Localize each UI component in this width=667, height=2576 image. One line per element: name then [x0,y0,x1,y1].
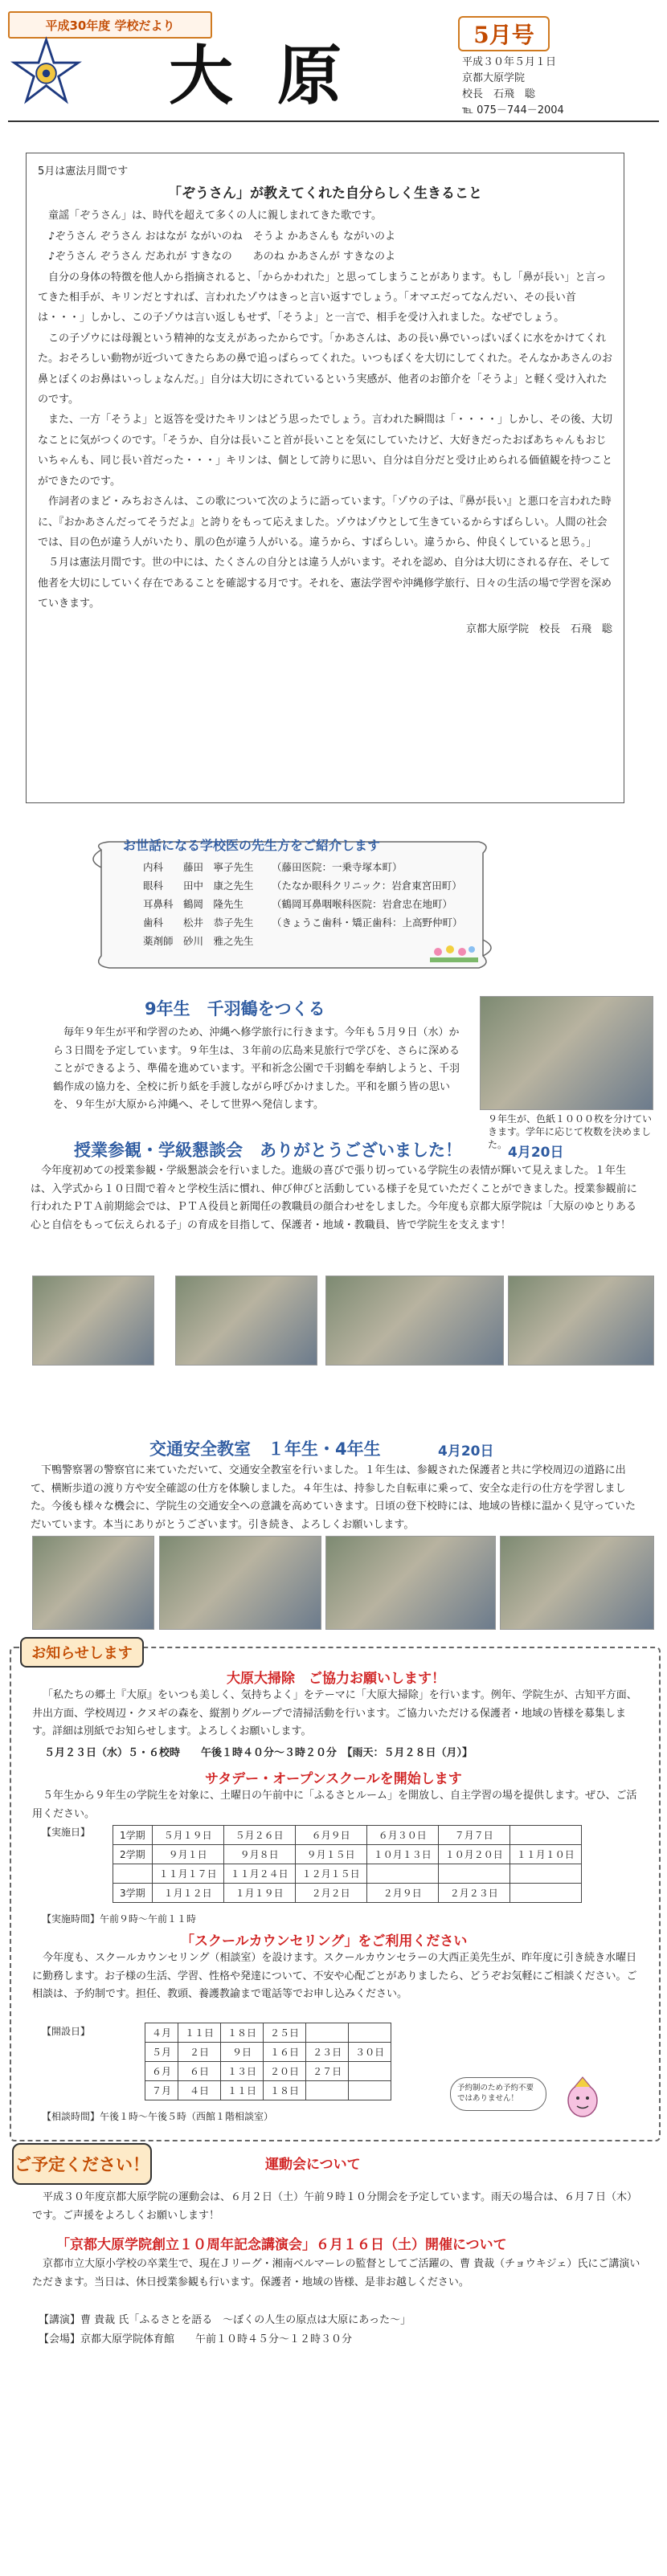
sports-text: 平成３０年度京都大原学院の運動会は、６月２日（土）午前９時１０分開会を予定しています。雨天の場合は、６月７日（木）です。ご声援をよろしくお願いします！ [32,2191,637,2222]
table-cell: １１日 [221,2081,264,2100]
table-cell: １６日 [264,2043,306,2062]
counsel-table [145,2023,391,2100]
table-cell: ４月 [145,2023,178,2043]
issue-number: 5月号 [458,16,550,51]
lecture-title: 「京都大原学院創立１０周年記念講演会」６月１６日（土）開催について [56,2237,507,2253]
senbazuru-text: 毎年９年生が平和学習のため、沖縄へ修学旅行に行きます。今年も５月９日（水）から３日間を予定しています。９年生は、３年前の広島来見旅行で学びを、さらに深めることができるよう、準備を進めています。平和祈念公園で千羽鶴を奉納しようと、千羽鶴作成の協力を、全校に折り紙を手渡しながら呼びかけました。平和を願う皆の思いを、９年生が大原から沖縄へ、そして世界へ発信します。 [53,1027,460,1112]
reservation-balloon: 予約制のため予約不要ではありません！ [450,2077,546,2111]
doctor-name: 藤田 寧子先生 [183,861,254,873]
table-row [145,2043,391,2062]
article-paragraph: 作詞者のまど・みちおさんは、この歌について次のように語っています。「ゾウの子は、『鼻が長い』と悪口を言われた時に、『おかあさんだってそうだよ』と誇りをもって応えました。ゾウはゾウとして生きているからすばらしい。人間の社会では、目の色が違う人がいたり、肌の色が違う人がいる。違うから、すばらしい。違うから、仲良くしていると思う。」 [38,496,612,549]
table-cell [113,1864,153,1884]
kotsu-photo [325,1536,496,1630]
table-cell: ３０日 [349,2043,391,2062]
table-cell: ２月２３日 [438,1884,509,1903]
saturday-title: サタデー・オープンスクールを開始します [205,1771,462,1787]
counsel-title: 「スクールカウンセリング」をご利用ください [181,1933,468,1949]
table-row [113,1826,582,1845]
table-cell: １月１９日 [223,1884,295,1903]
principal-name: 校長 石飛 聡 [462,88,536,100]
mascot-icon [563,2072,603,2121]
doctor-role: 歯科 [143,917,164,929]
table-cell [306,2023,349,2043]
table-cell: ６月９日 [295,1826,366,1845]
cleanup-date: ５月２３日（水）５・６校時 午後１時４０分～３時２０分 【雨天：５月２８日（月）】 [44,1747,473,1759]
issue-info [462,55,564,119]
kotsu-photo [500,1536,654,1630]
doctor-role: 薬剤師 [143,935,174,947]
saturday-table [113,1825,582,1903]
jugyo-photo [508,1276,654,1366]
doctors-title: お世話になる学校医の先生方をご紹介します [123,838,381,853]
senbazuru-caption: ９年生が、色紙１０００枚を分けていきます。学年に応じて枚数を決めました。 [488,1113,653,1150]
table-cell: ４日 [178,2081,221,2100]
table-cell [306,2081,349,2100]
table-cell: １１月２４日 [223,1864,295,1884]
article-lyric: ♪ぞうさん ぞうさん おはなが ながいのね そうよ かあさんも ながいのよ [48,230,395,243]
doctor-role: 内科 [143,861,164,873]
table-cell: ２月９日 [366,1884,438,1903]
table-cell: ２５日 [264,2023,306,2043]
sports-title: 運動会について [265,2157,361,2173]
cleanup-text: 「私たちの郷土『大原』をいつも美しく、気持ちよく」をテーマに「大原大掃除」を行います。例年、学院生が、古知平方面、井出方面、学校周辺・クヌギの森を、縦割りグループで清掃活動を行います。ご協力いただける保護者・地域の皆様を募集します。詳細は別紙でお知らせします。よろしくお願いします。 [32,1689,637,1738]
cleanup-title: 大原大掃除 ご協力お願いします！ [227,1671,445,1687]
table-cell: ６日 [178,2062,221,2081]
doctor-row [143,876,463,895]
issue-date: 平成３０年５月１日 [462,56,557,68]
kotsu-text: 下鴨警察署の警察官に来ていただいて、交通安全教室を行いました。１年生は、参観された保護者と共に学校周辺の道路に出て、横断歩道の渡り方や安全確認の仕方を体験しました。４年生は、持参した自転車に乗って、安全な走行の仕方を学習しました。今後も様々な機会に、学院生の交通安全への意識を高めていきます。日頃の登下校時には、地域の皆様に温かく見守っていただいています。本当にありがとうございます。引き続き、よろしくお願いします。 [31,1464,636,1531]
doctor-name: 田中 康之先生 [183,880,254,892]
kotsu-photo [32,1536,154,1630]
table-cell [366,1864,438,1884]
article-paragraph: ５月は憲法月間です。世の中には、たくさんの自分とは違う人がいます。それを認め、自分は大切にされる存在、そして他者を大切にしていく存在であることを確認する月です。それを、憲法学習や沖縄修学旅行、日々の生活の場で学習を深めていきます。 [38,557,612,610]
jugyo-date: 4月20日 [508,1145,564,1161]
school-emblem-icon [8,34,84,110]
table-cell: 2学期 [113,1845,153,1864]
article-subhead: 5月は憲法月間です [38,165,129,178]
doctor-role: 眼科 [143,880,164,892]
article-paragraph: この子ゾウには母親という精神的な支えがあったからです。「かあさんは、あの長い鼻でいっぱいぼくに水をかけてくれた。おそろしい動物が近づいてきたらあの鼻で追っぱらってくれた。いつもぼくを大切にしてくれた。そんなかあさんのお鼻とぼくのお鼻はいっしょなんだ。」自分は大切にされているという実感が、他者のお節介を「そうよ」と軽く受け入れたのです。 [38,332,613,406]
table-cell: ９月８日 [223,1845,295,1864]
table-cell: ６月 [145,2062,178,2081]
doctors-list [143,858,463,950]
table-row [113,1845,582,1864]
table-cell: ６月３０日 [366,1826,438,1845]
plans-tab: ご予定ください！ [12,2143,152,2185]
jugyo-photo [32,1276,154,1366]
table-cell: ７月７日 [438,1826,509,1845]
table-cell: １０月２０日 [438,1845,509,1864]
table-cell: ５月１９日 [152,1826,223,1845]
doctor-clinic: （きょうこ歯科・矯正歯科：上高野仲町） [272,917,463,929]
table-cell: ２７日 [306,2062,349,2081]
article-paragraph: 自分の身体の特徴を他人から指摘されると、「からかわれた」と思ってしまうことがあります。もし「鼻が長い」と言ってきた相手が、キリンだとすれば、言われたゾウはきっと言い返すでしょう。「オマエだってなんだい、その長い首は・・・」しかし、この子ゾウは言い返しもせず、「そうよ」と一言で、相手を受け入れました。なぜでしょう。 [38,271,607,325]
table-cell: ９月１日 [152,1845,223,1864]
table-cell: ９日 [221,2043,264,2062]
doctor-row [143,913,463,932]
doctor-clinic: （藤田医院：一乗寺塚本町） [272,861,403,873]
table-cell: ２３日 [306,2043,349,2062]
table-row [113,1864,582,1884]
doctor-name: 鶴岡 隆先生 [183,898,244,910]
table-cell: １月１２日 [152,1884,223,1903]
table-cell: 1学期 [113,1826,153,1845]
table-cell: １１月１０日 [509,1845,581,1864]
doctor-row [143,858,463,876]
table-cell: １１月１７日 [152,1864,223,1884]
table-row [145,2081,391,2100]
table-cell: １３日 [221,2062,264,2081]
school-name: 京都大原学院 [462,72,526,84]
doctor-name: 砂川 雅之先生 [183,935,254,947]
lecture-speaker: 【講演】曹 貴裁 氏「ふるさとを語る ～ぼくの人生の原点は大原にあった～」 [39,2314,411,2326]
article-title: 「ぞうさん」が教えてくれた自分らしく生きること [168,186,482,202]
newsletter-band: 平成30年度 学校だより [8,11,212,39]
table-cell: １１日 [178,2023,221,2043]
senbazuru-title: 9年生 千羽鶴をつくる [145,999,325,1019]
table-row [113,1884,582,1903]
table-cell: ９月１５日 [295,1845,366,1864]
table-cell: １８日 [264,2081,306,2100]
table-row [145,2023,391,2043]
kotsu-photo [159,1536,321,1630]
senbazuru-photo [480,996,653,1110]
doctor-name: 松井 恭子先生 [183,917,254,929]
jugyo-title: 授業参観・学級懇談会 ありがとうございました！ [74,1141,462,1160]
table-cell: ２日 [178,2043,221,2062]
table-cell [438,1864,509,1884]
table-cell [509,1884,581,1903]
counsel-label: 【開設日】 [42,2026,91,2037]
lecture-time: 【会場】京都大原学院体育館 午前１０時４５分～１２時３０分 [39,2333,353,2345]
doctor-clinic: （鶴岡耳鼻咽喉科医院：岩倉忠在地町） [272,898,453,910]
telephone: ℡ 075－744－2004 [462,104,564,116]
page-title: 大原 [169,38,386,113]
jugyo-text: 今年度初めての授業参観・学級懇談会を行いました。進級の喜びで張り切っている学院生の表情が輝いて見えました。１年生は、入学式から１０日間で着々と学校生活に慣れ、伸び伸びと活動している様子を見ていただくことができました。授業参観前に行われたＰＴＡ前期総会では、ＰＴＡ役員と新聞任の教職員の顔合わせをしました。今年度も京都大原学院は「大原のゆとりある心と自信をもって伝えられる子」の育成を目指して、保護者・地域・教職員、皆で学院生を支えます！ [31,1165,637,1231]
table-row [145,2062,391,2081]
saturday-time: 【実施時間】午前９時～午前１１時 [42,1913,197,1925]
table-cell: ２０日 [264,2062,306,2081]
table-cell [509,1826,581,1845]
table-cell: １０月１３日 [366,1845,438,1864]
saturday-text: ５年生から９年生の学院生を対象に、土曜日の午前中に「ふるさとルーム」を開放し、自主学習の場を提供します。ぜひ、ご活用ください。 [32,1790,637,1820]
doctor-clinic: （たなか眼科クリニック：岩倉東宮田町） [272,880,462,892]
article-paragraph: 童謡「ぞうさん」は、時代を超えて多くの人に親しまれてきた歌です。 [48,210,382,222]
article-signature: 京都大原学院 校長 石飛 聡 [465,623,612,635]
table-cell [509,1864,581,1884]
table-cell: ７月 [145,2081,178,2100]
kotsu-title: 交通安全教室 １年生・4年生 [149,1439,381,1459]
lecture-text: 京都市立大原小学校の卒業生で、現在Ｊリーグ・湘南ベルマーレの監督としてご活躍の、曹 貴裁（チョウキジェ）氏にご講演いただきます。当日は、休日授業参観も行います。保護者・地域の皆様、是非お越しください。 [32,2258,640,2288]
doctor-row [143,895,463,913]
doctor-role: 耳鼻科 [143,898,174,910]
table-cell: １２月１５日 [295,1864,366,1884]
counsel-time: 【相談時間】午後１時～午後５時（西館１階相談室） [42,2111,274,2122]
article-lyric: ♪ぞうさん ぞうさん だあれが すきなの あのね かあさんが すきなのよ [48,251,395,263]
article-paragraph: また、一方「そうよ」と返答を受けたキリンはどう思ったでしょう。言われた瞬間は「・・・・」しかし、その後、大切なことに気がつくのです。「そうか、自分は長いこと首が長いことを気にしていたけど、大好きだったおばあちゃんもおじいちゃんも、同じ長い首だった・・・」キリンは、個として誇りに思い、自分は自分だと受け止められる価値観を持つことができたのです。 [38,414,613,488]
table-cell: １８日 [221,2023,264,2043]
flower-decoration-icon [430,940,478,964]
notice-tab: お知らせします [20,1637,144,1668]
table-cell: ２月２日 [295,1884,366,1903]
jugyo-photo [175,1276,317,1366]
kotsu-date: 4月20日 [438,1443,494,1459]
table-cell [349,2023,391,2043]
table-cell: 3学期 [113,1884,153,1903]
doctor-row [143,932,463,950]
table-cell: ５月２６日 [223,1826,295,1845]
table-cell: ５月 [145,2043,178,2062]
table-cell [349,2081,391,2100]
principal-article [26,153,624,803]
saturday-label: 【実施日】 [42,1827,91,1838]
table-cell [349,2062,391,2081]
counsel-text: 今年度も、スクールカウンセリング（相談室）を設けます。スクールカウンセラーの大西正美先生が、昨年度に引き続き水曜日に勤務します。お子様の生活、学習、性格や発達について、不安や心配ごとがありましたら、どうぞお気軽にご相談ください。ご相談は、予約制です。担任、教頭、養護教諭まで電話等でお申し込みください。 [32,1952,637,2001]
header-divider [8,120,659,122]
jugyo-photo [325,1276,504,1366]
